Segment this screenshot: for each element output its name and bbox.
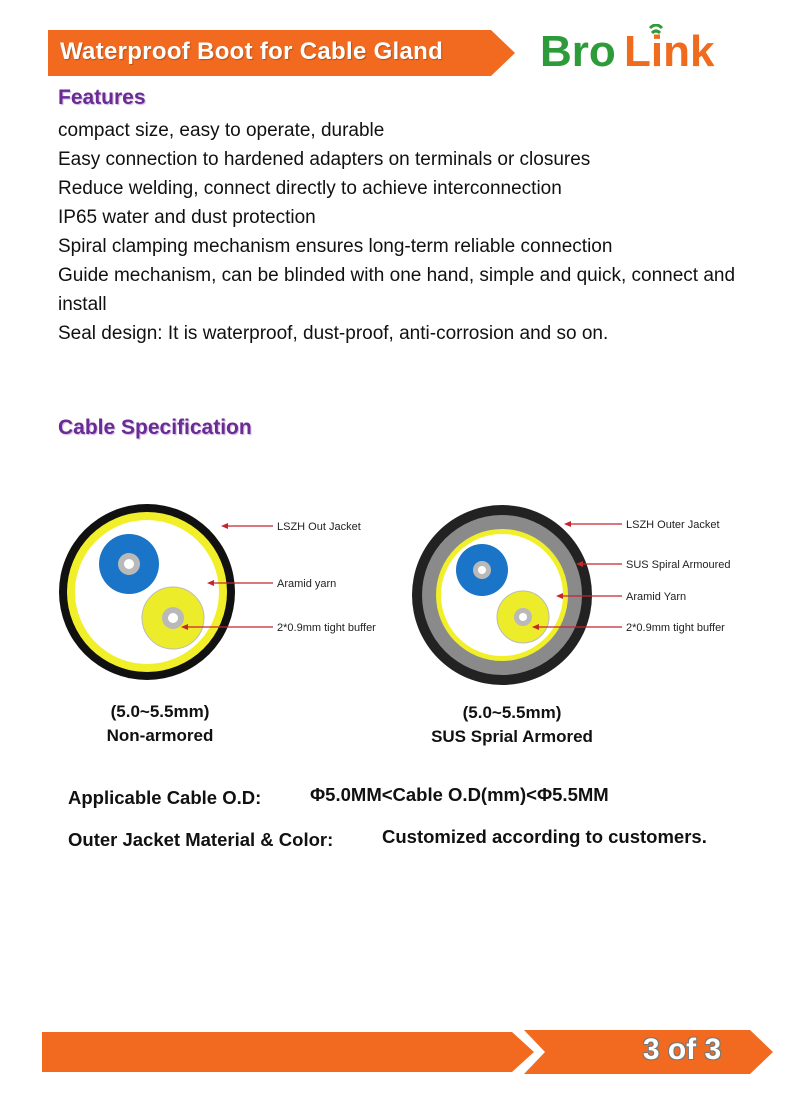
features-list [58, 116, 738, 348]
od-value: Φ5.0MM<Cable O.D(mm)<Φ5.5MM [310, 784, 609, 805]
label-sus-spiral-armoured: SUS Spiral Armoured [626, 559, 731, 571]
features-heading: Features [58, 86, 146, 109]
non-armored-caption [70, 700, 250, 748]
logo-text-bro: Bro [540, 27, 616, 74]
jacket-label: Outer Jacket Material & Color: [68, 829, 334, 850]
non-armored-size: (5.0~5.5mm) [110, 702, 210, 721]
non-armored-cable-diagram [55, 500, 400, 695]
feature-item: Spiral clamping mechanism ensures long-term reliable connection [58, 236, 613, 257]
label-tight-buffer: 2*0.9mm tight buffer [277, 622, 376, 634]
cable-spec-heading: Cable Specification [58, 416, 252, 439]
armored-caption [412, 701, 612, 749]
feature-item: IP65 water and dust protection [58, 207, 316, 228]
feature-item: Reduce welding, connect directly to achieve interconnection [58, 178, 562, 199]
feature-item: Easy connection to hardened adapters on terminals or closures [58, 149, 591, 170]
header-banner [48, 30, 515, 76]
jacket-value: Customized according to customers. [382, 826, 707, 847]
non-armored-type: Non-armored [106, 726, 214, 745]
od-label: Applicable Cable O.D: [68, 787, 262, 808]
logo-text-link: Link [624, 27, 715, 74]
label-lszh-out-jacket: LSZH Out Jacket [277, 521, 361, 533]
armored-size: (5.0~5.5mm) [462, 703, 562, 722]
aramid-yarn-area [441, 534, 563, 656]
label-aramid-yarn: Aramid Yarn [626, 591, 687, 603]
footer-banner [42, 1027, 777, 1077]
feature-item: Seal design: It is waterproof, dust-proof, anti-corrosion and so on. [58, 323, 609, 344]
label-lszh-outer-jacket: LSZH Outer Jacket [626, 519, 720, 531]
page-number: 3 of 3 [642, 1033, 722, 1066]
label-aramid-yarn: Aramid yarn [277, 578, 337, 590]
page-title: Waterproof Boot for Cable Gland [60, 38, 444, 65]
feature-item: Guide mechanism, can be blinded with one hand, simple and quick, connect and install [58, 265, 736, 315]
brolink-logo [538, 24, 748, 74]
armored-cable-diagram [410, 500, 755, 695]
label-tight-buffer: 2*0.9mm tight buffer [626, 622, 725, 634]
feature-item: compact size, easy to operate, durable [58, 120, 385, 141]
armored-type: SUS Sprial Armored [431, 727, 593, 746]
